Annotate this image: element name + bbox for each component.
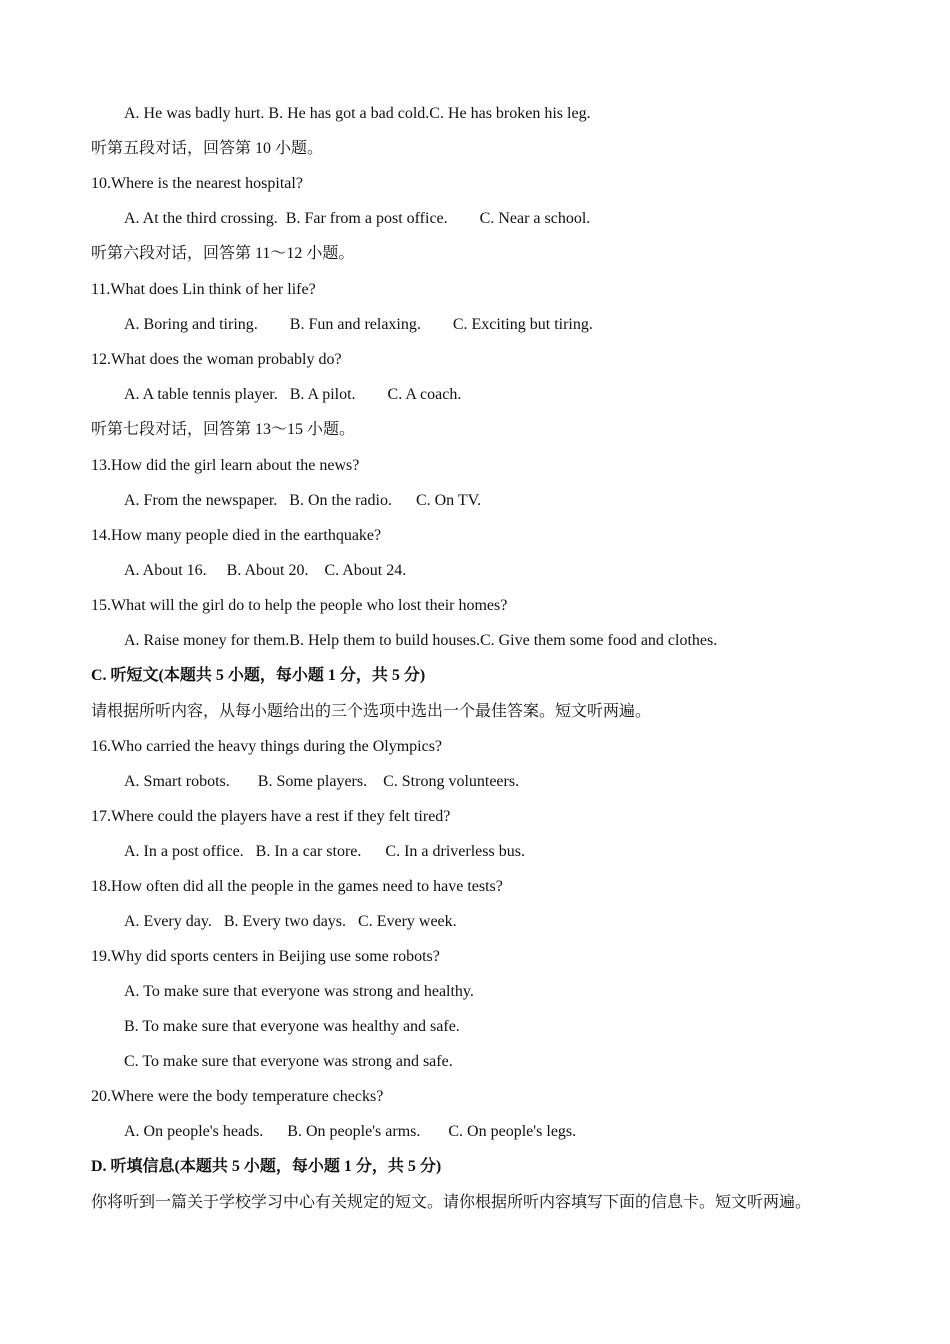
section-d-instruction: 你将听到一篇关于学校学习中心有关规定的短文。请你根据所听内容填写下面的信息卡。短文听两遍。 [91,1194,812,1211]
dialogue-7-instruction: 听第七段对话，回答第 13～15 小题。 [91,421,356,438]
question-14-options: A. About 16. B. About 20. C. About 24. [124,562,407,579]
dialogue-6-instruction: 听第六段对话，回答第 11～12 小题。 [91,245,355,262]
question-19-option-b: B. To make sure that everyone was healthy and safe. [124,1018,460,1035]
question-17-options: A. In a post office. B. In a car store. C. In a driverless bus. [124,843,525,860]
question-11: 11.What does Lin think of her life? [91,281,316,298]
question-15-options: A. Raise money for them.B. Help them to build houses.C. Give them some food and clothes. [124,632,718,649]
question-19-option-a: A. To make sure that everyone was strong and healthy. [124,983,474,1000]
question-17: 17.Where could the players have a rest if they felt tired? [91,808,451,825]
question-19: 19.Why did sports centers in Beijing use some robots? [91,948,440,965]
question-10-options: A. At the third crossing. B. Far from a post office. C. Near a school. [124,210,591,227]
section-c-heading: C. 听短文(本题共 5 小题，每小题 1 分，共 5 分) [91,667,426,684]
question-16-options: A. Smart robots. B. Some players. C. Strong volunteers. [124,773,520,790]
question-20: 20.Where were the body temperature checks? [91,1088,384,1105]
section-d-heading: D. 听填信息(本题共 5 小题，每小题 1 分，共 5 分) [91,1158,442,1175]
question-11-options: A. Boring and tiring. B. Fun and relaxing. C. Exciting but tiring. [124,316,593,333]
question-9-options: A. He was badly hurt. B. He has got a bad cold.C. He has broken his leg. [124,105,591,122]
question-19-option-c: C. To make sure that everyone was strong and safe. [124,1053,453,1070]
question-15: 15.What will the girl do to help the people who lost their homes? [91,597,508,614]
question-13-options: A. From the newspaper. B. On the radio. C. On TV. [124,492,482,509]
question-10: 10.Where is the nearest hospital? [91,175,303,192]
question-18: 18.How often did all the people in the games need to have tests? [91,878,503,895]
question-14: 14.How many people died in the earthquake? [91,527,382,544]
question-16: 16.Who carried the heavy things during the Olympics? [91,738,443,755]
question-18-options: A. Every day. B. Every two days. C. Every week. [124,913,457,930]
question-13: 13.How did the girl learn about the news? [91,457,360,474]
dialogue-5-instruction: 听第五段对话，回答第 10 小题。 [91,140,324,157]
section-c-instruction: 请根据所听内容，从每小题给出的三个选项中选出一个最佳答案。短文听两遍。 [91,703,652,720]
question-20-options: A. On people's heads. B. On people's arms. C. On people's legs. [124,1123,577,1140]
question-12: 12.What does the woman probably do? [91,351,342,368]
question-12-options: A. A table tennis player. B. A pilot. C. A coach. [124,386,462,403]
